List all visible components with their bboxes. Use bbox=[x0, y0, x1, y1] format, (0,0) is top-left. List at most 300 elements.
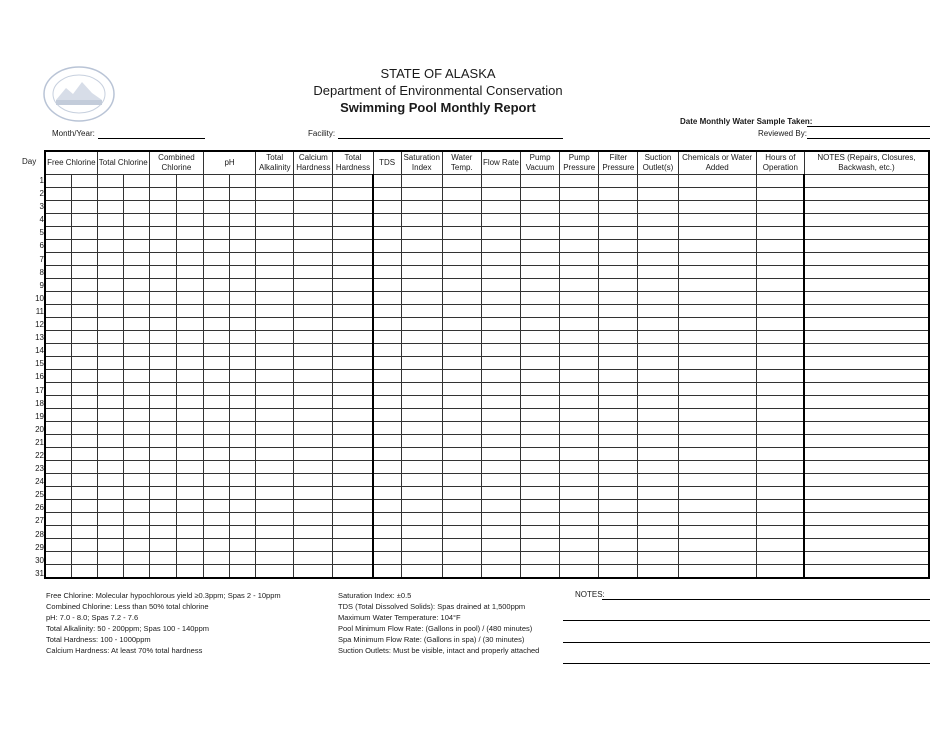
entry-cell[interactable] bbox=[97, 396, 123, 409]
entry-cell[interactable] bbox=[442, 175, 481, 188]
entry-cell[interactable] bbox=[45, 500, 71, 513]
entry-cell[interactable] bbox=[481, 370, 520, 383]
entry-cell[interactable] bbox=[333, 539, 373, 552]
entry-cell[interactable] bbox=[638, 461, 678, 474]
entry-cell[interactable] bbox=[599, 500, 638, 513]
entry-cell[interactable] bbox=[678, 266, 756, 279]
entry-cell[interactable] bbox=[256, 292, 294, 305]
entry-cell[interactable] bbox=[678, 214, 756, 227]
entry-cell[interactable] bbox=[230, 318, 256, 331]
entry-cell[interactable] bbox=[294, 383, 333, 396]
entry-cell[interactable] bbox=[333, 422, 373, 435]
entry-cell[interactable] bbox=[678, 188, 756, 201]
entry-cell[interactable] bbox=[333, 487, 373, 500]
entry-cell[interactable] bbox=[373, 513, 401, 526]
entry-cell[interactable] bbox=[71, 396, 97, 409]
entry-cell[interactable] bbox=[804, 357, 929, 370]
entry-cell[interactable] bbox=[176, 552, 203, 565]
entry-cell[interactable] bbox=[442, 461, 481, 474]
entry-cell[interactable] bbox=[45, 383, 71, 396]
entry-cell[interactable] bbox=[599, 552, 638, 565]
entry-cell[interactable] bbox=[123, 513, 149, 526]
entry-cell[interactable] bbox=[97, 435, 123, 448]
entry-cell[interactable] bbox=[756, 253, 804, 266]
entry-cell[interactable] bbox=[756, 175, 804, 188]
entry-cell[interactable] bbox=[599, 422, 638, 435]
entry-cell[interactable] bbox=[401, 383, 442, 396]
entry-cell[interactable] bbox=[71, 240, 97, 253]
entry-cell[interactable] bbox=[401, 435, 442, 448]
entry-cell[interactable] bbox=[123, 448, 149, 461]
entry-cell[interactable] bbox=[149, 188, 176, 201]
entry-cell[interactable] bbox=[97, 526, 123, 539]
entry-cell[interactable] bbox=[521, 500, 560, 513]
entry-cell[interactable] bbox=[149, 539, 176, 552]
entry-cell[interactable] bbox=[230, 396, 256, 409]
entry-cell[interactable] bbox=[149, 552, 176, 565]
entry-cell[interactable] bbox=[230, 461, 256, 474]
entry-cell[interactable] bbox=[401, 305, 442, 318]
entry-cell[interactable] bbox=[204, 409, 230, 422]
entry-cell[interactable] bbox=[45, 526, 71, 539]
entry-cell[interactable] bbox=[756, 318, 804, 331]
entry-cell[interactable] bbox=[256, 227, 294, 240]
entry-cell[interactable] bbox=[560, 214, 599, 227]
entry-cell[interactable] bbox=[373, 383, 401, 396]
entry-cell[interactable] bbox=[230, 513, 256, 526]
entry-cell[interactable] bbox=[638, 513, 678, 526]
entry-cell[interactable] bbox=[678, 175, 756, 188]
entry-cell[interactable] bbox=[481, 448, 520, 461]
entry-cell[interactable] bbox=[756, 331, 804, 344]
entry-cell[interactable] bbox=[71, 383, 97, 396]
entry-cell[interactable] bbox=[123, 500, 149, 513]
entry-cell[interactable] bbox=[333, 305, 373, 318]
entry-cell[interactable] bbox=[230, 266, 256, 279]
entry-cell[interactable] bbox=[599, 435, 638, 448]
entry-cell[interactable] bbox=[45, 214, 71, 227]
entry-cell[interactable] bbox=[804, 188, 929, 201]
entry-cell[interactable] bbox=[294, 552, 333, 565]
entry-cell[interactable] bbox=[230, 279, 256, 292]
entry-cell[interactable] bbox=[45, 422, 71, 435]
entry-cell[interactable] bbox=[401, 565, 442, 579]
entry-cell[interactable] bbox=[442, 565, 481, 579]
entry-cell[interactable] bbox=[373, 487, 401, 500]
entry-cell[interactable] bbox=[176, 357, 203, 370]
entry-cell[interactable] bbox=[230, 409, 256, 422]
entry-cell[interactable] bbox=[804, 370, 929, 383]
entry-cell[interactable] bbox=[204, 474, 230, 487]
entry-cell[interactable] bbox=[149, 370, 176, 383]
entry-cell[interactable] bbox=[442, 305, 481, 318]
entry-cell[interactable] bbox=[230, 565, 256, 579]
entry-cell[interactable] bbox=[176, 253, 203, 266]
entry-cell[interactable] bbox=[599, 513, 638, 526]
entry-cell[interactable] bbox=[256, 253, 294, 266]
entry-cell[interactable] bbox=[256, 500, 294, 513]
entry-cell[interactable] bbox=[804, 240, 929, 253]
entry-cell[interactable] bbox=[756, 539, 804, 552]
entry-cell[interactable] bbox=[481, 188, 520, 201]
entry-cell[interactable] bbox=[599, 344, 638, 357]
entry-cell[interactable] bbox=[176, 383, 203, 396]
entry-cell[interactable] bbox=[521, 409, 560, 422]
entry-cell[interactable] bbox=[45, 513, 71, 526]
entry-cell[interactable] bbox=[638, 214, 678, 227]
entry-cell[interactable] bbox=[45, 474, 71, 487]
entry-cell[interactable] bbox=[230, 474, 256, 487]
entry-cell[interactable] bbox=[176, 448, 203, 461]
entry-cell[interactable] bbox=[756, 344, 804, 357]
entry-cell[interactable] bbox=[149, 305, 176, 318]
entry-cell[interactable] bbox=[599, 487, 638, 500]
entry-cell[interactable] bbox=[230, 188, 256, 201]
entry-cell[interactable] bbox=[638, 344, 678, 357]
entry-cell[interactable] bbox=[401, 188, 442, 201]
entry-cell[interactable] bbox=[256, 513, 294, 526]
entry-cell[interactable] bbox=[442, 279, 481, 292]
entry-cell[interactable] bbox=[176, 305, 203, 318]
entry-cell[interactable] bbox=[442, 318, 481, 331]
entry-cell[interactable] bbox=[294, 201, 333, 214]
entry-cell[interactable] bbox=[176, 422, 203, 435]
entry-cell[interactable] bbox=[294, 500, 333, 513]
entry-cell[interactable] bbox=[599, 188, 638, 201]
entry-cell[interactable] bbox=[204, 227, 230, 240]
entry-cell[interactable] bbox=[71, 552, 97, 565]
entry-cell[interactable] bbox=[638, 448, 678, 461]
entry-cell[interactable] bbox=[481, 552, 520, 565]
entry-cell[interactable] bbox=[401, 227, 442, 240]
entry-cell[interactable] bbox=[176, 227, 203, 240]
entry-cell[interactable] bbox=[678, 344, 756, 357]
entry-cell[interactable] bbox=[481, 175, 520, 188]
entry-cell[interactable] bbox=[442, 552, 481, 565]
entry-cell[interactable] bbox=[521, 435, 560, 448]
entry-cell[interactable] bbox=[756, 461, 804, 474]
entry-cell[interactable] bbox=[204, 292, 230, 305]
entry-cell[interactable] bbox=[804, 266, 929, 279]
entry-cell[interactable] bbox=[481, 266, 520, 279]
entry-cell[interactable] bbox=[230, 253, 256, 266]
entry-cell[interactable] bbox=[333, 461, 373, 474]
entry-cell[interactable] bbox=[481, 396, 520, 409]
entry-cell[interactable] bbox=[149, 201, 176, 214]
entry-cell[interactable] bbox=[401, 240, 442, 253]
entry-cell[interactable] bbox=[204, 513, 230, 526]
entry-cell[interactable] bbox=[401, 175, 442, 188]
entry-cell[interactable] bbox=[756, 240, 804, 253]
entry-cell[interactable] bbox=[804, 513, 929, 526]
entry-cell[interactable] bbox=[333, 253, 373, 266]
entry-cell[interactable] bbox=[521, 305, 560, 318]
entry-cell[interactable] bbox=[176, 526, 203, 539]
entry-cell[interactable] bbox=[599, 227, 638, 240]
entry-cell[interactable] bbox=[401, 253, 442, 266]
entry-cell[interactable] bbox=[401, 357, 442, 370]
entry-cell[interactable] bbox=[123, 435, 149, 448]
entry-cell[interactable] bbox=[804, 539, 929, 552]
entry-cell[interactable] bbox=[294, 292, 333, 305]
entry-cell[interactable] bbox=[204, 565, 230, 579]
entry-cell[interactable] bbox=[638, 253, 678, 266]
entry-cell[interactable] bbox=[176, 266, 203, 279]
entry-cell[interactable] bbox=[71, 188, 97, 201]
entry-cell[interactable] bbox=[678, 448, 756, 461]
entry-cell[interactable] bbox=[678, 318, 756, 331]
entry-cell[interactable] bbox=[804, 435, 929, 448]
entry-cell[interactable] bbox=[204, 240, 230, 253]
entry-cell[interactable] bbox=[401, 201, 442, 214]
entry-cell[interactable] bbox=[678, 396, 756, 409]
entry-cell[interactable] bbox=[521, 240, 560, 253]
entry-cell[interactable] bbox=[401, 214, 442, 227]
entry-cell[interactable] bbox=[71, 305, 97, 318]
entry-cell[interactable] bbox=[123, 552, 149, 565]
entry-cell[interactable] bbox=[678, 240, 756, 253]
entry-cell[interactable] bbox=[560, 175, 599, 188]
entry-cell[interactable] bbox=[373, 279, 401, 292]
entry-cell[interactable] bbox=[294, 240, 333, 253]
entry-cell[interactable] bbox=[123, 396, 149, 409]
entry-cell[interactable] bbox=[560, 240, 599, 253]
entry-cell[interactable] bbox=[638, 357, 678, 370]
entry-cell[interactable] bbox=[333, 357, 373, 370]
entry-cell[interactable] bbox=[560, 188, 599, 201]
entry-cell[interactable] bbox=[204, 487, 230, 500]
entry-cell[interactable] bbox=[123, 214, 149, 227]
entry-cell[interactable] bbox=[294, 188, 333, 201]
entry-cell[interactable] bbox=[204, 396, 230, 409]
entry-cell[interactable] bbox=[560, 500, 599, 513]
entry-cell[interactable] bbox=[678, 370, 756, 383]
month-year-field[interactable] bbox=[98, 138, 205, 139]
entry-cell[interactable] bbox=[333, 344, 373, 357]
entry-cell[interactable] bbox=[256, 487, 294, 500]
entry-cell[interactable] bbox=[756, 500, 804, 513]
entry-cell[interactable] bbox=[521, 318, 560, 331]
entry-cell[interactable] bbox=[97, 370, 123, 383]
entry-cell[interactable] bbox=[678, 292, 756, 305]
entry-cell[interactable] bbox=[123, 227, 149, 240]
entry-cell[interactable] bbox=[176, 175, 203, 188]
entry-cell[interactable] bbox=[97, 383, 123, 396]
entry-cell[interactable] bbox=[45, 487, 71, 500]
entry-cell[interactable] bbox=[401, 513, 442, 526]
entry-cell[interactable] bbox=[204, 370, 230, 383]
entry-cell[interactable] bbox=[678, 539, 756, 552]
entry-cell[interactable] bbox=[373, 175, 401, 188]
entry-cell[interactable] bbox=[401, 409, 442, 422]
entry-cell[interactable] bbox=[560, 461, 599, 474]
entry-cell[interactable] bbox=[45, 279, 71, 292]
entry-cell[interactable] bbox=[123, 292, 149, 305]
entry-cell[interactable] bbox=[481, 435, 520, 448]
entry-cell[interactable] bbox=[123, 279, 149, 292]
entry-cell[interactable] bbox=[123, 357, 149, 370]
entry-cell[interactable] bbox=[804, 292, 929, 305]
entry-cell[interactable] bbox=[521, 539, 560, 552]
entry-cell[interactable] bbox=[560, 279, 599, 292]
entry-cell[interactable] bbox=[71, 357, 97, 370]
entry-cell[interactable] bbox=[333, 266, 373, 279]
date-sample-field[interactable] bbox=[807, 126, 930, 127]
entry-cell[interactable] bbox=[373, 474, 401, 487]
entry-cell[interactable] bbox=[560, 422, 599, 435]
entry-cell[interactable] bbox=[256, 240, 294, 253]
entry-cell[interactable] bbox=[149, 383, 176, 396]
entry-cell[interactable] bbox=[204, 305, 230, 318]
entry-cell[interactable] bbox=[204, 188, 230, 201]
entry-cell[interactable] bbox=[204, 448, 230, 461]
entry-cell[interactable] bbox=[45, 331, 71, 344]
entry-cell[interactable] bbox=[294, 279, 333, 292]
entry-cell[interactable] bbox=[401, 318, 442, 331]
entry-cell[interactable] bbox=[373, 214, 401, 227]
entry-cell[interactable] bbox=[638, 526, 678, 539]
entry-cell[interactable] bbox=[256, 188, 294, 201]
entry-cell[interactable] bbox=[294, 409, 333, 422]
entry-cell[interactable] bbox=[71, 500, 97, 513]
entry-cell[interactable] bbox=[373, 422, 401, 435]
entry-cell[interactable] bbox=[678, 253, 756, 266]
entry-cell[interactable] bbox=[204, 435, 230, 448]
entry-cell[interactable] bbox=[373, 448, 401, 461]
entry-cell[interactable] bbox=[45, 461, 71, 474]
entry-cell[interactable] bbox=[442, 396, 481, 409]
entry-cell[interactable] bbox=[373, 435, 401, 448]
entry-cell[interactable] bbox=[71, 539, 97, 552]
entry-cell[interactable] bbox=[442, 474, 481, 487]
entry-cell[interactable] bbox=[256, 370, 294, 383]
entry-cell[interactable] bbox=[97, 513, 123, 526]
entry-cell[interactable] bbox=[71, 409, 97, 422]
entry-cell[interactable] bbox=[521, 357, 560, 370]
entry-cell[interactable] bbox=[333, 201, 373, 214]
entry-cell[interactable] bbox=[45, 188, 71, 201]
entry-cell[interactable] bbox=[638, 422, 678, 435]
entry-cell[interactable] bbox=[521, 396, 560, 409]
entry-cell[interactable] bbox=[149, 175, 176, 188]
entry-cell[interactable] bbox=[333, 409, 373, 422]
entry-cell[interactable] bbox=[294, 214, 333, 227]
entry-cell[interactable] bbox=[481, 409, 520, 422]
entry-cell[interactable] bbox=[294, 305, 333, 318]
entry-cell[interactable] bbox=[638, 435, 678, 448]
entry-cell[interactable] bbox=[756, 188, 804, 201]
entry-cell[interactable] bbox=[373, 357, 401, 370]
entry-cell[interactable] bbox=[97, 305, 123, 318]
entry-cell[interactable] bbox=[560, 383, 599, 396]
entry-cell[interactable] bbox=[481, 474, 520, 487]
entry-cell[interactable] bbox=[638, 474, 678, 487]
entry-cell[interactable] bbox=[756, 370, 804, 383]
entry-cell[interactable] bbox=[149, 318, 176, 331]
entry-cell[interactable] bbox=[149, 565, 176, 579]
entry-cell[interactable] bbox=[481, 565, 520, 579]
entry-cell[interactable] bbox=[373, 201, 401, 214]
entry-cell[interactable] bbox=[560, 539, 599, 552]
entry-cell[interactable] bbox=[123, 383, 149, 396]
entry-cell[interactable] bbox=[442, 539, 481, 552]
entry-cell[interactable] bbox=[256, 214, 294, 227]
entry-cell[interactable] bbox=[71, 513, 97, 526]
entry-cell[interactable] bbox=[560, 487, 599, 500]
entry-cell[interactable] bbox=[638, 500, 678, 513]
entry-cell[interactable] bbox=[97, 292, 123, 305]
entry-cell[interactable] bbox=[256, 422, 294, 435]
entry-cell[interactable] bbox=[401, 552, 442, 565]
entry-cell[interactable] bbox=[401, 474, 442, 487]
entry-cell[interactable] bbox=[804, 409, 929, 422]
entry-cell[interactable] bbox=[149, 253, 176, 266]
entry-cell[interactable] bbox=[333, 474, 373, 487]
entry-cell[interactable] bbox=[97, 539, 123, 552]
entry-cell[interactable] bbox=[97, 552, 123, 565]
entry-cell[interactable] bbox=[560, 409, 599, 422]
entry-cell[interactable] bbox=[756, 565, 804, 579]
entry-cell[interactable] bbox=[442, 435, 481, 448]
entry-cell[interactable] bbox=[71, 526, 97, 539]
entry-cell[interactable] bbox=[97, 240, 123, 253]
entry-cell[interactable] bbox=[804, 331, 929, 344]
entry-cell[interactable] bbox=[45, 318, 71, 331]
entry-cell[interactable] bbox=[176, 409, 203, 422]
entry-cell[interactable] bbox=[230, 240, 256, 253]
entry-cell[interactable] bbox=[521, 331, 560, 344]
entry-cell[interactable] bbox=[71, 370, 97, 383]
entry-cell[interactable] bbox=[294, 435, 333, 448]
entry-cell[interactable] bbox=[333, 175, 373, 188]
entry-cell[interactable] bbox=[333, 383, 373, 396]
entry-cell[interactable] bbox=[521, 474, 560, 487]
entry-cell[interactable] bbox=[123, 344, 149, 357]
entry-cell[interactable] bbox=[204, 552, 230, 565]
entry-cell[interactable] bbox=[71, 474, 97, 487]
entry-cell[interactable] bbox=[756, 357, 804, 370]
entry-cell[interactable] bbox=[560, 201, 599, 214]
entry-cell[interactable] bbox=[256, 266, 294, 279]
entry-cell[interactable] bbox=[373, 396, 401, 409]
entry-cell[interactable] bbox=[256, 357, 294, 370]
entry-cell[interactable] bbox=[678, 305, 756, 318]
entry-cell[interactable] bbox=[481, 344, 520, 357]
entry-cell[interactable] bbox=[638, 370, 678, 383]
entry-cell[interactable] bbox=[294, 357, 333, 370]
entry-cell[interactable] bbox=[521, 565, 560, 579]
entry-cell[interactable] bbox=[176, 292, 203, 305]
entry-cell[interactable] bbox=[123, 188, 149, 201]
entry-cell[interactable] bbox=[45, 565, 71, 579]
entry-cell[interactable] bbox=[756, 292, 804, 305]
entry-cell[interactable] bbox=[638, 383, 678, 396]
entry-cell[interactable] bbox=[204, 383, 230, 396]
entry-cell[interactable] bbox=[756, 552, 804, 565]
entry-cell[interactable] bbox=[756, 214, 804, 227]
entry-cell[interactable] bbox=[123, 305, 149, 318]
entry-cell[interactable] bbox=[373, 565, 401, 579]
entry-cell[interactable] bbox=[123, 253, 149, 266]
entry-cell[interactable] bbox=[804, 175, 929, 188]
entry-cell[interactable] bbox=[45, 201, 71, 214]
entry-cell[interactable] bbox=[401, 539, 442, 552]
entry-cell[interactable] bbox=[123, 318, 149, 331]
entry-cell[interactable] bbox=[71, 227, 97, 240]
entry-cell[interactable] bbox=[638, 279, 678, 292]
entry-cell[interactable] bbox=[401, 526, 442, 539]
entry-cell[interactable] bbox=[442, 292, 481, 305]
